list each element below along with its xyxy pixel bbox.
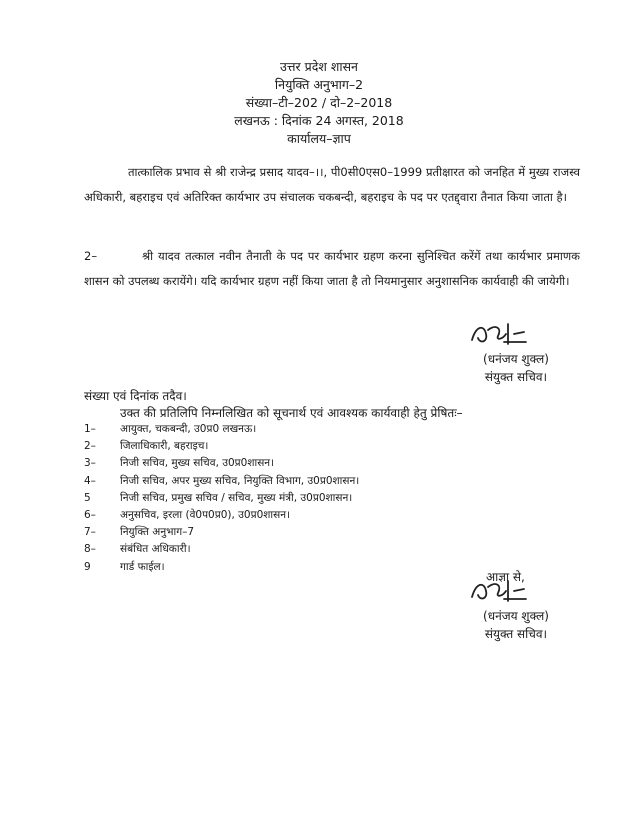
list-item: 5 निजी सचिव, प्रमुख सचिव / सचिव, मुख्य मंत्री, उ0प्र0शासन। (84, 491, 353, 504)
document-header (0, 58, 638, 148)
paragraph-1: तात्कालिक प्रभाव से श्री राजेन्द्र प्रसाद यादव–।।, पी0सी0एस0–1999 प्रतीक्षारत को जनहित में मुख्य राजस्व अधिकारी, बहराइच एवं अतिरिक्त कार्यभार उप संचालक चकबन्दी, बहराइच के पद पर एतद्द्वारा तैनात किया जाता है। (84, 165, 580, 204)
signature-block-1 (456, 320, 576, 386)
signatory-name-1: (धनंजय शुक्ल) (483, 352, 549, 366)
list-item: 4– निजी सचिव, अपर मुख्य सचिव, नियुक्ति विभाग, उ0प्र0शासन। (84, 474, 360, 487)
paragraph-2-text: श्री यादव तत्काल नवीन तैनाती के पद पर कार्यभार ग्रहण करना सुनिश्चित करेंगें तथा कार्यभार प्रमाणक शासन को उपलब्ध करायेंगे। यदि कार्यभार ग्रहण नहीं किया जाता है तो नियमानुसार अनुशासनिक कार्यवाही की जायेगी। (84, 249, 580, 288)
distribution-list (84, 421, 564, 576)
by-order-line: आज्ञा से, (486, 570, 525, 584)
paragraph-2 (84, 244, 580, 294)
list-item: 1– आयुक्त, चकबन्दी, उ0प्र0 लखनऊ। (84, 423, 257, 435)
list-item: 7– नियुक्ति अनुभाग–7 (84, 526, 195, 539)
list-item: 8– संबंधित अधिकारी। (84, 543, 191, 556)
reference-number: संख्या–टी–202 / दो–2–2018 (245, 95, 393, 110)
list-item: 3– निजी सचिव, मुख्य सचिव, उ0प्र0शासन। (84, 457, 275, 470)
list-item: 9 गार्ड फाईल। (84, 560, 165, 573)
signatory-designation-1: संयुक्त सचिव। (484, 370, 548, 384)
handwritten-signature-icon (466, 320, 536, 350)
government-name: उत्तर प्रदेश शासन (280, 59, 358, 74)
department-name: नियुक्ति अनुभाग–2 (274, 77, 364, 92)
copy-forwarded-line: उक्त की प्रतिलिपि निम्नलिखित को सूचनार्थ एवं आवश्यक कार्यवाही हेतु प्रेषितः– (120, 406, 463, 420)
list-item: 2– जिलाधिकारी, बहराइच। (84, 440, 209, 453)
list-item: 6– अनुसचिव, इरला (वे0प0प्र0), उ0प्र0शासन। (84, 509, 291, 522)
paragraph-2-number: 2– (84, 249, 98, 263)
signature-block-2 (456, 563, 576, 643)
memo-title: कार्यालय–ज्ञाप (287, 131, 351, 146)
place-date: लखनऊ : दिनांक 24 अगस्त, 2018 (234, 113, 404, 128)
handwritten-signature-icon (466, 577, 536, 607)
reference-same-date: संख्या एवं दिनांक तदैव। (84, 389, 187, 403)
signatory-designation-2: संयुक्त सचिव। (484, 627, 548, 641)
signatory-name-2: (धनंजय शुक्ल) (483, 609, 549, 623)
